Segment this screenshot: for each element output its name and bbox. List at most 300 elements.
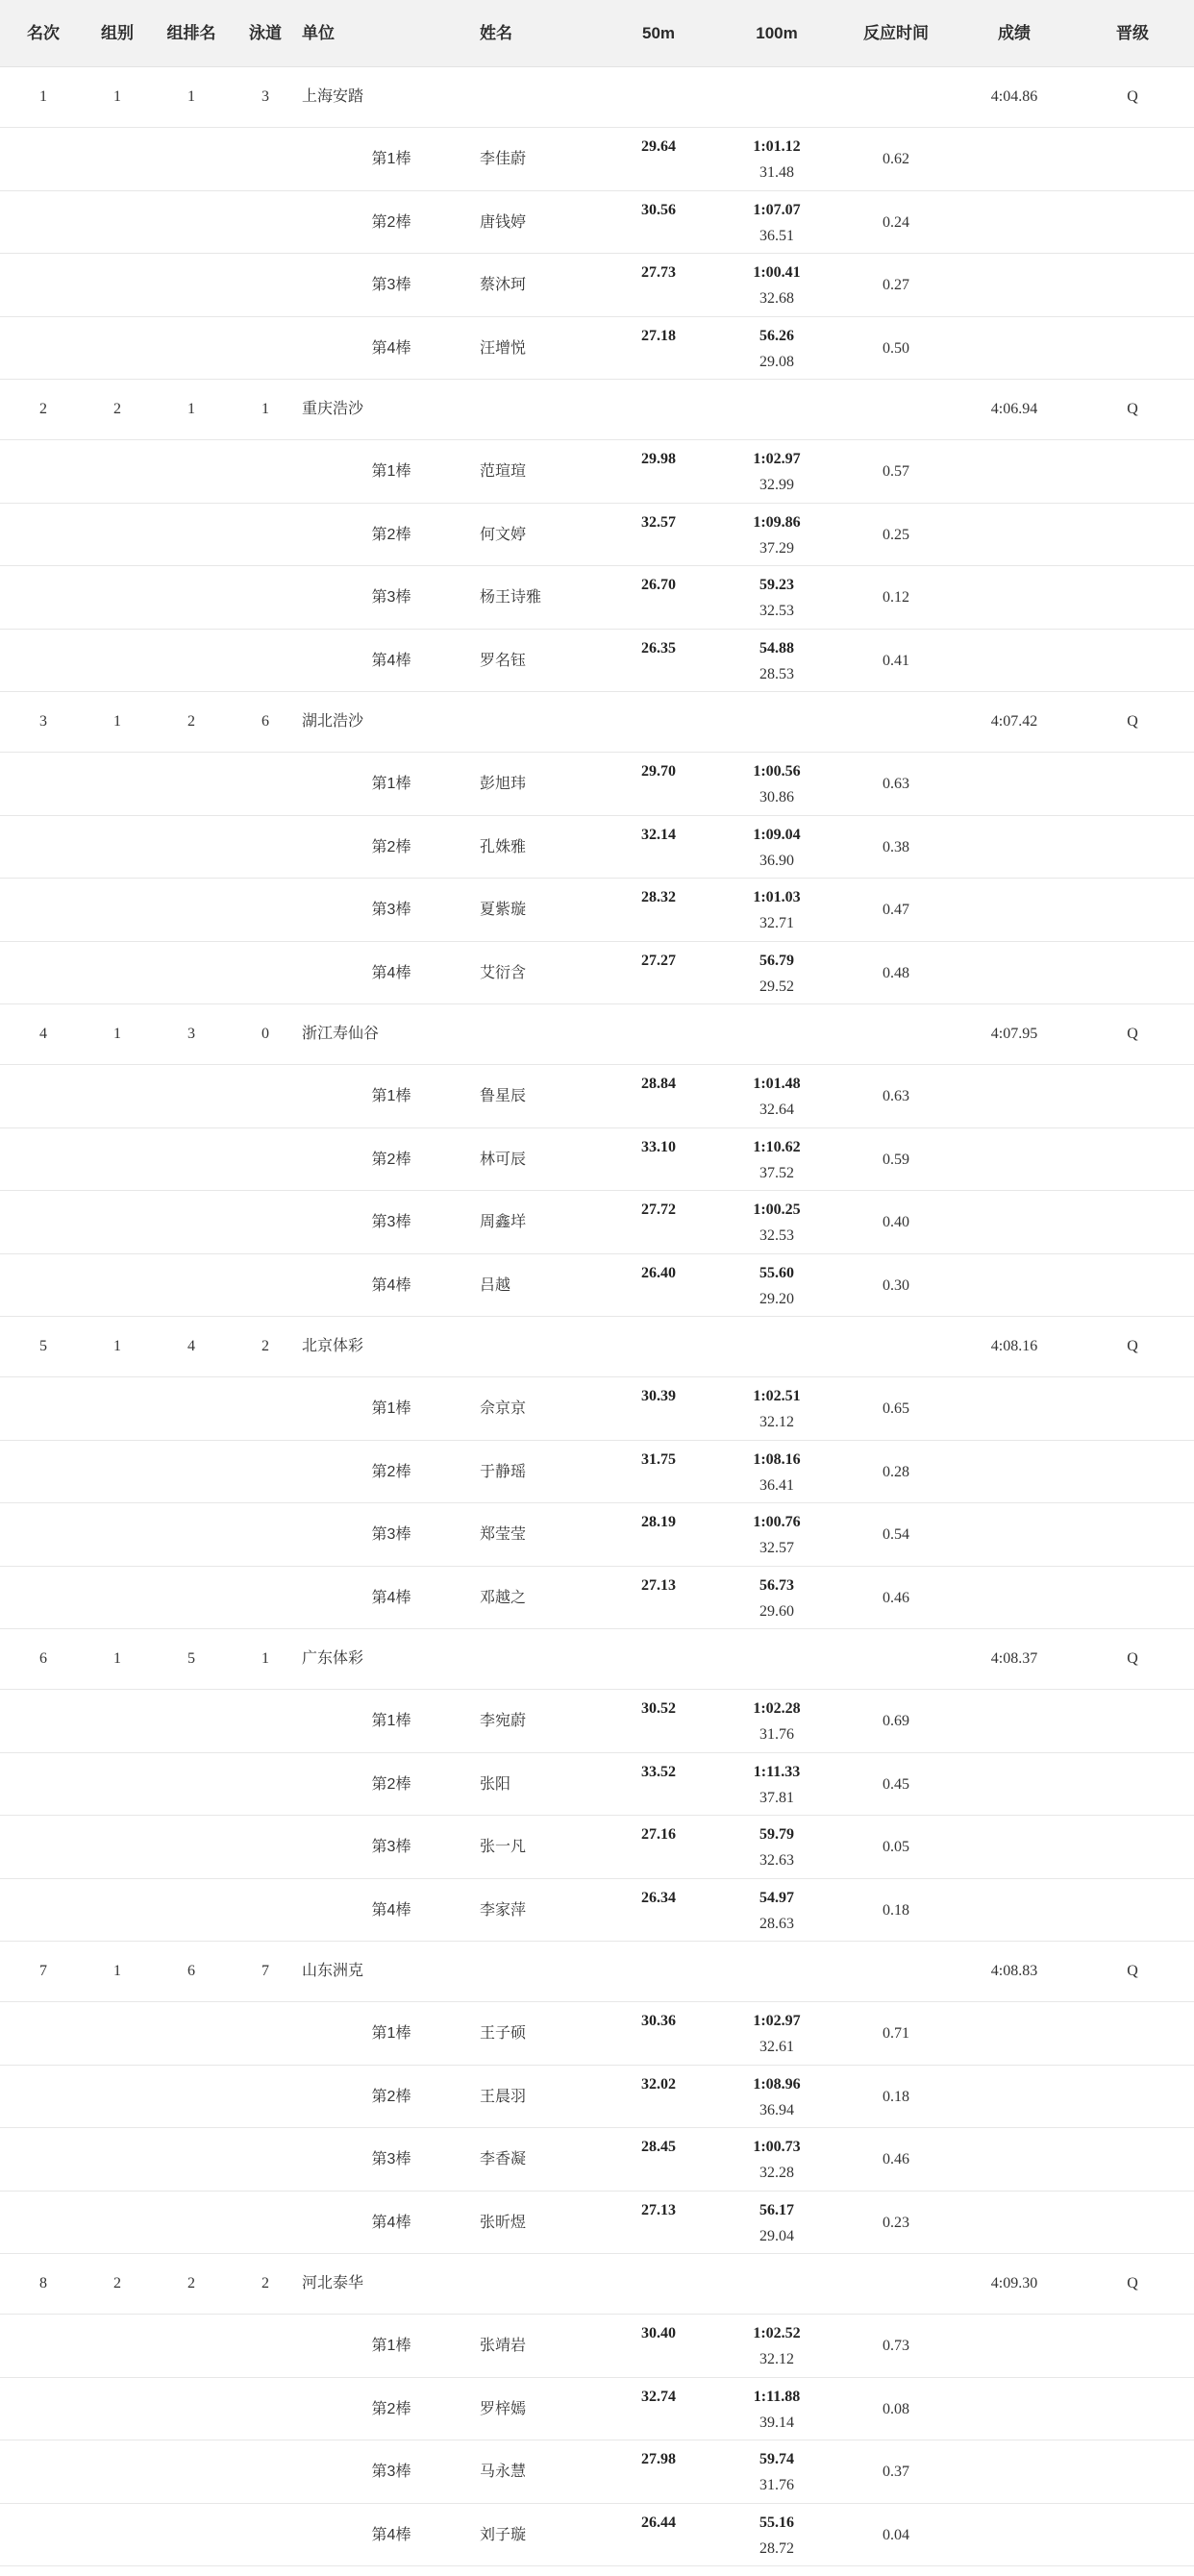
leg-number: 第4棒 xyxy=(371,2214,411,2231)
reaction-time: 0.69 xyxy=(883,1713,909,1729)
heat-cell: 1 xyxy=(113,713,121,730)
leg-row xyxy=(0,879,1194,942)
header-unit: 单位 xyxy=(302,24,335,42)
swimmer-name: 李香凝 xyxy=(480,2151,527,2167)
split-50m: 30.56 xyxy=(641,201,676,218)
swimmer-name: 何文婷 xyxy=(480,526,527,543)
swimmer-name: 唐钱婷 xyxy=(480,213,527,231)
leg-number: 第1棒 xyxy=(371,776,411,792)
team-row xyxy=(0,692,1194,753)
leg-number: 第2棒 xyxy=(371,1775,411,1793)
header-lane: 泳道 xyxy=(249,24,282,42)
leg-row xyxy=(0,440,1194,504)
heat-cell: 1 xyxy=(113,1650,121,1667)
leg-number: 第2棒 xyxy=(371,1151,411,1168)
result-cell: 4:08.16 xyxy=(990,1338,1038,1354)
second-50m-split: 36.90 xyxy=(759,852,794,869)
second-50m-split: 32.57 xyxy=(759,1540,794,1556)
header-heat: 组别 xyxy=(101,24,134,42)
split-100m: 56.26 xyxy=(759,327,794,344)
second-50m-split: 36.94 xyxy=(759,2101,794,2118)
split-100m: 59.79 xyxy=(759,1826,794,1843)
swimmer-name: 郑莹莹 xyxy=(480,1526,527,1543)
second-50m-split: 32.68 xyxy=(759,290,794,307)
lane-cell: 2 xyxy=(261,1338,269,1354)
leg-number: 第3棒 xyxy=(371,1839,411,1855)
swimmer-name: 鲁星辰 xyxy=(480,1088,527,1104)
leg-number: 第1棒 xyxy=(371,1400,411,1417)
rank-cell: 1 xyxy=(39,88,47,105)
leg-number: 第1棒 xyxy=(371,1713,411,1729)
rank-cell: 5 xyxy=(39,1338,47,1354)
reaction-time: 0.46 xyxy=(883,1589,909,1606)
qualify-cell: Q xyxy=(1127,1338,1138,1354)
swimmer-name: 夏紫璇 xyxy=(480,902,527,918)
header-heat-rank: 组排名 xyxy=(166,24,216,42)
swimmer-name: 佘京京 xyxy=(480,1400,527,1417)
leg-number: 第3棒 xyxy=(371,2464,411,2480)
rank-cell: 8 xyxy=(39,2275,47,2291)
reaction-time: 0.23 xyxy=(883,2214,909,2231)
leg-row xyxy=(0,2002,1194,2066)
split-50m: 29.70 xyxy=(641,763,676,780)
qualify-cell: Q xyxy=(1127,401,1138,417)
leg-number: 第2棒 xyxy=(371,2088,411,2105)
leg-row xyxy=(0,1065,1194,1128)
result-cell: 4:08.83 xyxy=(990,1963,1038,1979)
split-100m: 1:08.16 xyxy=(753,1450,801,1468)
split-100m: 56.17 xyxy=(759,2201,794,2218)
leg-number: 第4棒 xyxy=(371,964,411,981)
leg-number: 第1棒 xyxy=(371,463,411,480)
heat-rank-cell: 1 xyxy=(187,401,195,417)
leg-row xyxy=(0,566,1194,630)
swimmer-name: 蔡沐珂 xyxy=(480,277,527,293)
heat-cell: 1 xyxy=(113,1963,121,1979)
leg-row xyxy=(0,504,1194,567)
split-100m: 1:00.56 xyxy=(753,763,801,780)
split-100m: 1:02.51 xyxy=(753,1388,801,1404)
leg-row xyxy=(0,942,1194,1005)
swimmer-name: 王晨羽 xyxy=(480,2088,527,2105)
split-100m: 1:00.73 xyxy=(753,2139,801,2155)
second-50m-split: 32.63 xyxy=(759,1852,794,1869)
reaction-time: 0.05 xyxy=(883,1839,909,1855)
unit-cell: 北京体彩 xyxy=(302,1338,364,1354)
heat-rank-cell: 1 xyxy=(187,88,195,105)
split-50m: 31.75 xyxy=(641,1450,676,1468)
leg-number: 第1棒 xyxy=(371,2338,411,2354)
split-50m: 26.35 xyxy=(641,639,676,656)
swimmer-name: 范瑄瑄 xyxy=(480,463,527,480)
swimmer-name: 刘子璇 xyxy=(480,2526,527,2543)
leg-number: 第2棒 xyxy=(371,213,411,231)
swimmer-name: 吕越 xyxy=(480,1276,511,1294)
split-50m: 27.73 xyxy=(641,264,676,281)
swimmer-name: 艾衍含 xyxy=(480,964,527,981)
reaction-time: 0.30 xyxy=(883,1276,909,1294)
reaction-time: 0.62 xyxy=(883,151,909,167)
split-50m: 30.40 xyxy=(641,2325,676,2341)
split-100m: 1:09.04 xyxy=(753,826,801,843)
leg-row xyxy=(0,317,1194,381)
second-50m-split: 32.99 xyxy=(759,477,794,493)
leg-number: 第3棒 xyxy=(371,2151,411,2167)
leg-number: 第4棒 xyxy=(371,2526,411,2543)
reaction-time: 0.28 xyxy=(883,1463,909,1480)
swimmer-name: 孔姝雅 xyxy=(480,838,527,855)
result-cell: 4:06.94 xyxy=(990,401,1038,417)
swimmer-name: 张昕煜 xyxy=(480,2214,527,2231)
unit-cell: 上海安踏 xyxy=(302,88,364,105)
leg-row xyxy=(0,1567,1194,1630)
reaction-time: 0.37 xyxy=(883,2464,909,2480)
swimmer-name: 杨王诗雅 xyxy=(480,589,542,606)
split-100m: 1:01.48 xyxy=(753,1076,801,1092)
reaction-time: 0.71 xyxy=(883,2025,909,2042)
split-50m: 27.16 xyxy=(641,1826,676,1843)
reaction-time: 0.27 xyxy=(883,277,909,293)
split-50m: 32.02 xyxy=(641,2075,676,2093)
lane-cell: 0 xyxy=(261,1026,269,1042)
unit-cell: 重庆浩沙 xyxy=(302,401,364,417)
split-100m: 1:07.07 xyxy=(753,201,801,218)
leg-row xyxy=(0,1816,1194,1879)
leg-number: 第1棒 xyxy=(371,1088,411,1104)
unit-cell: 广东体彩 xyxy=(302,1650,364,1667)
leg-number: 第3棒 xyxy=(371,277,411,293)
second-50m-split: 32.64 xyxy=(759,1102,794,1118)
split-50m: 28.19 xyxy=(641,1514,676,1530)
reaction-time: 0.45 xyxy=(883,1775,909,1793)
leg-row xyxy=(0,1753,1194,1817)
qualify-cell: Q xyxy=(1127,1026,1138,1042)
split-50m: 33.10 xyxy=(641,1138,676,1155)
heat-rank-cell: 4 xyxy=(187,1338,195,1354)
swimmer-name: 张一凡 xyxy=(480,1839,527,1855)
split-100m: 1:01.12 xyxy=(753,138,801,155)
leg-number: 第2棒 xyxy=(371,1463,411,1480)
split-50m: 27.13 xyxy=(641,1576,676,1594)
reaction-time: 0.50 xyxy=(883,339,909,357)
split-50m: 27.27 xyxy=(641,952,676,969)
split-50m: 29.64 xyxy=(641,138,676,155)
second-50m-split: 32.53 xyxy=(759,603,794,619)
second-50m-split: 31.76 xyxy=(759,2477,794,2493)
swimmer-name: 张阳 xyxy=(480,1775,511,1793)
leg-number: 第3棒 xyxy=(371,902,411,918)
leg-row xyxy=(0,1503,1194,1567)
leg-number: 第1棒 xyxy=(371,2025,411,2042)
leg-number: 第4棒 xyxy=(371,339,411,357)
split-100m: 59.74 xyxy=(759,2451,794,2467)
split-50m: 26.44 xyxy=(641,2514,676,2531)
split-50m: 33.52 xyxy=(641,1763,676,1780)
team-row xyxy=(0,67,1194,128)
reaction-time: 0.12 xyxy=(883,589,909,606)
reaction-time: 0.04 xyxy=(883,2526,909,2543)
header-reaction-time: 反应时间 xyxy=(863,24,929,42)
second-50m-split: 28.72 xyxy=(759,2539,794,2557)
swimmer-name: 张靖岩 xyxy=(480,2338,527,2354)
reaction-time: 0.65 xyxy=(883,1400,909,1417)
result-cell: 4:07.95 xyxy=(990,1026,1038,1042)
leg-row xyxy=(0,1690,1194,1753)
second-50m-split: 28.53 xyxy=(759,665,794,682)
qualify-cell: Q xyxy=(1127,1650,1138,1667)
reaction-time: 0.47 xyxy=(883,902,909,918)
unit-cell: 浙江寿仙谷 xyxy=(302,1026,380,1042)
swimmer-name: 汪增悦 xyxy=(480,339,527,357)
split-50m: 32.14 xyxy=(641,826,676,843)
reaction-time: 0.25 xyxy=(883,526,909,543)
result-cell: 4:09.30 xyxy=(990,2275,1038,2291)
second-50m-split: 29.08 xyxy=(759,353,794,370)
team-row xyxy=(0,1942,1194,2002)
second-50m-split: 39.14 xyxy=(759,2414,794,2431)
second-50m-split: 29.04 xyxy=(759,2227,794,2244)
split-100m: 1:08.96 xyxy=(753,2075,801,2093)
split-50m: 27.98 xyxy=(641,2451,676,2467)
reaction-time: 0.18 xyxy=(883,1901,909,1919)
leg-row xyxy=(0,254,1194,317)
qualify-cell: Q xyxy=(1127,2275,1138,2291)
reaction-time: 0.38 xyxy=(883,838,909,855)
swimmer-name: 马永慧 xyxy=(480,2464,527,2480)
second-50m-split: 32.61 xyxy=(759,2039,794,2055)
split-50m: 29.98 xyxy=(641,451,676,467)
swimmer-name: 邓越之 xyxy=(480,1589,527,1606)
leg-row xyxy=(0,2440,1194,2504)
leg-row xyxy=(0,1441,1194,1504)
header-rank: 名次 xyxy=(27,24,60,42)
reaction-time: 0.24 xyxy=(883,213,909,231)
second-50m-split: 36.51 xyxy=(759,227,794,244)
leg-row xyxy=(0,1254,1194,1318)
split-100m: 56.73 xyxy=(759,1576,794,1594)
leg-row xyxy=(0,2192,1194,2255)
split-100m: 1:09.86 xyxy=(753,513,801,531)
split-50m: 28.84 xyxy=(641,1076,676,1092)
heat-rank-cell: 2 xyxy=(187,2275,195,2291)
leg-row xyxy=(0,1879,1194,1943)
second-50m-split: 37.29 xyxy=(759,539,794,557)
leg-row xyxy=(0,1191,1194,1254)
unit-cell: 湖北浩沙 xyxy=(302,713,364,730)
reaction-time: 0.57 xyxy=(883,463,909,480)
leg-row xyxy=(0,2066,1194,2129)
split-100m: 55.60 xyxy=(759,1264,794,1281)
lane-cell: 3 xyxy=(261,88,269,105)
split-100m: 1:02.97 xyxy=(753,2013,801,2029)
split-100m: 59.23 xyxy=(759,577,794,593)
split-50m: 30.39 xyxy=(641,1388,676,1404)
swimmer-name: 李家萍 xyxy=(480,1901,527,1919)
leg-number: 第3棒 xyxy=(371,589,411,606)
leg-number: 第4棒 xyxy=(371,1901,411,1919)
leg-number: 第2棒 xyxy=(371,838,411,855)
qualify-cell: Q xyxy=(1127,88,1138,105)
lane-cell: 7 xyxy=(261,1963,269,1979)
split-50m: 27.72 xyxy=(641,1201,676,1218)
heat-rank-cell: 3 xyxy=(187,1026,195,1042)
heat-cell: 1 xyxy=(113,88,121,105)
lane-cell: 1 xyxy=(261,401,269,417)
swimmer-name: 于静瑶 xyxy=(480,1463,527,1480)
leg-row xyxy=(0,2315,1194,2378)
split-100m: 1:02.52 xyxy=(753,2325,801,2341)
team-row xyxy=(0,1629,1194,1690)
leg-row xyxy=(0,1128,1194,1192)
team-row xyxy=(0,2254,1194,2315)
heat-rank-cell: 5 xyxy=(187,1650,195,1667)
split-50m: 27.13 xyxy=(641,2201,676,2218)
rank-cell: 6 xyxy=(39,1650,47,1667)
swimmer-name: 李宛蔚 xyxy=(480,1713,527,1729)
leg-number: 第4棒 xyxy=(371,1276,411,1294)
leg-row xyxy=(0,2378,1194,2441)
team-row xyxy=(0,1317,1194,1377)
split-100m: 1:10.62 xyxy=(753,1138,801,1155)
swimmer-name: 李佳蔚 xyxy=(480,151,527,167)
leg-number: 第2棒 xyxy=(371,526,411,543)
split-50m: 32.74 xyxy=(641,2388,676,2405)
leg-number: 第4棒 xyxy=(371,1589,411,1606)
split-100m: 1:00.41 xyxy=(753,264,801,281)
table-header xyxy=(0,0,1194,67)
second-50m-split: 32.71 xyxy=(759,915,794,931)
rank-cell: 4 xyxy=(39,1026,47,1042)
reaction-time: 0.59 xyxy=(883,1151,909,1168)
split-50m: 26.34 xyxy=(641,1889,676,1906)
heat-cell: 1 xyxy=(113,1338,121,1354)
heat-rank-cell: 2 xyxy=(187,713,195,730)
result-cell: 4:07.42 xyxy=(990,713,1038,730)
header-qualify: 晋级 xyxy=(1116,24,1149,42)
split-100m: 56.79 xyxy=(759,952,794,969)
heat-cell: 2 xyxy=(113,2275,121,2291)
second-50m-split: 29.60 xyxy=(759,1602,794,1620)
unit-cell: 山东洲克 xyxy=(302,1963,364,1979)
rank-cell: 2 xyxy=(39,401,47,417)
heat-cell: 2 xyxy=(113,401,121,417)
split-50m: 28.45 xyxy=(641,2139,676,2155)
reaction-time: 0.41 xyxy=(883,652,909,669)
qualify-cell: Q xyxy=(1127,1963,1138,1979)
swimmer-name: 罗梓嫣 xyxy=(480,2400,527,2417)
split-50m: 27.18 xyxy=(641,327,676,344)
split-100m: 55.16 xyxy=(759,2514,794,2531)
reaction-time: 0.48 xyxy=(883,964,909,981)
reaction-time: 0.46 xyxy=(883,2151,909,2167)
split-50m: 32.57 xyxy=(641,513,676,531)
second-50m-split: 37.81 xyxy=(759,1789,794,1806)
team-row xyxy=(0,380,1194,440)
split-100m: 1:11.88 xyxy=(753,2388,801,2405)
reaction-time: 0.63 xyxy=(883,1088,909,1104)
leg-number: 第2棒 xyxy=(371,2400,411,2417)
split-100m: 1:00.76 xyxy=(753,1514,801,1530)
header-split-100m: 100m xyxy=(756,24,798,42)
leg-row xyxy=(0,2128,1194,2192)
qualify-cell: Q xyxy=(1127,713,1138,730)
split-50m: 30.52 xyxy=(641,1700,676,1717)
second-50m-split: 36.41 xyxy=(759,1476,794,1494)
reaction-time: 0.73 xyxy=(883,2338,909,2354)
leg-number: 第4棒 xyxy=(371,652,411,669)
second-50m-split: 31.48 xyxy=(759,164,794,181)
swimmer-name: 罗名钰 xyxy=(480,652,527,669)
split-100m: 1:01.03 xyxy=(753,889,801,905)
leg-number: 第1棒 xyxy=(371,151,411,167)
leg-row xyxy=(0,2504,1194,2567)
second-50m-split: 28.63 xyxy=(759,1915,794,1932)
leg-row xyxy=(0,630,1194,693)
leg-row xyxy=(0,816,1194,879)
split-50m: 30.36 xyxy=(641,2013,676,2029)
header-split-50m: 50m xyxy=(641,24,676,42)
reaction-time: 0.63 xyxy=(883,776,909,792)
result-cell: 4:04.86 xyxy=(990,88,1038,105)
second-50m-split: 32.12 xyxy=(759,2351,794,2367)
rank-cell: 7 xyxy=(39,1963,47,1979)
leg-number: 第3棒 xyxy=(371,1214,411,1230)
swimmer-name: 王子硕 xyxy=(480,2025,527,2042)
rank-cell: 3 xyxy=(39,713,47,730)
swimmer-name: 彭旭玮 xyxy=(480,776,527,792)
leg-row xyxy=(0,191,1194,255)
leg-number: 第3棒 xyxy=(371,1526,411,1543)
reaction-time: 0.08 xyxy=(883,2400,909,2417)
split-50m: 28.32 xyxy=(641,889,676,905)
second-50m-split: 32.12 xyxy=(759,1414,794,1430)
reaction-time: 0.40 xyxy=(883,1214,909,1230)
second-50m-split: 29.52 xyxy=(759,978,794,995)
lane-cell: 2 xyxy=(261,2275,269,2291)
second-50m-split: 37.52 xyxy=(759,1164,794,1181)
second-50m-split: 32.28 xyxy=(759,2165,794,2181)
split-100m: 54.97 xyxy=(759,1889,794,1906)
second-50m-split: 29.20 xyxy=(759,1290,794,1307)
leg-row xyxy=(0,1377,1194,1441)
heat-rank-cell: 6 xyxy=(187,1963,195,1979)
leg-row xyxy=(0,128,1194,191)
second-50m-split: 30.86 xyxy=(759,789,794,805)
second-50m-split: 32.53 xyxy=(759,1227,794,1244)
second-50m-split: 31.76 xyxy=(759,1726,794,1743)
split-100m: 1:11.33 xyxy=(753,1763,801,1780)
result-cell: 4:08.37 xyxy=(990,1650,1038,1667)
lane-cell: 1 xyxy=(261,1650,269,1667)
split-100m: 1:02.97 xyxy=(753,451,801,467)
header-name: 姓名 xyxy=(480,24,512,42)
split-100m: 1:02.28 xyxy=(753,1700,801,1717)
reaction-time: 0.54 xyxy=(883,1526,909,1543)
lane-cell: 6 xyxy=(261,713,269,730)
swimmer-name: 周鑫垟 xyxy=(480,1214,527,1230)
split-100m: 1:00.25 xyxy=(753,1201,801,1218)
header-result: 成绩 xyxy=(998,24,1031,42)
split-100m: 54.88 xyxy=(759,639,794,656)
unit-cell: 河北泰华 xyxy=(302,2275,364,2291)
team-row xyxy=(0,1004,1194,1065)
leg-row xyxy=(0,753,1194,816)
heat-cell: 1 xyxy=(113,1026,121,1042)
reaction-time: 0.18 xyxy=(883,2088,909,2105)
split-50m: 26.70 xyxy=(641,577,676,593)
swimmer-name: 林可辰 xyxy=(480,1151,527,1168)
split-50m: 26.40 xyxy=(641,1264,676,1281)
